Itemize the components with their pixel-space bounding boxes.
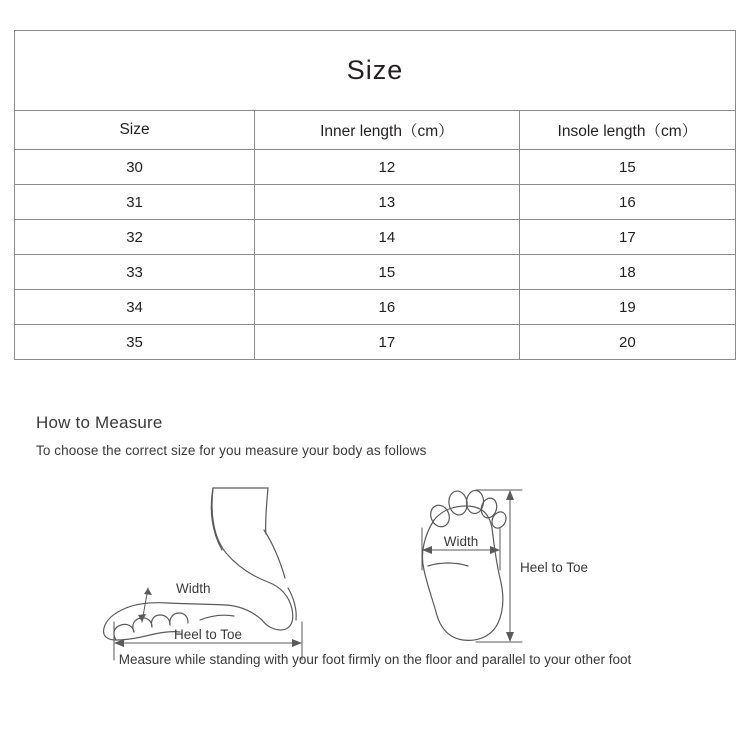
- table-row: [15, 325, 736, 360]
- table-row: [15, 290, 736, 325]
- cell-size: 31: [15, 185, 255, 220]
- cell-insole-length: 19: [519, 290, 735, 325]
- column-header-insole-length: Insole length（cm）: [519, 111, 735, 150]
- table-header-row: [15, 111, 736, 150]
- cell-inner-length: 17: [255, 325, 520, 360]
- table-row: [15, 150, 736, 185]
- size-table: [14, 30, 736, 360]
- page-title: Size: [15, 31, 736, 111]
- cell-inner-length: 12: [255, 150, 520, 185]
- top-heel-to-toe-label: Heel to Toe: [520, 560, 589, 575]
- how-to-measure-section: [36, 413, 726, 458]
- how-to-measure-subtitle: To choose the correct size for you measure your body as follows: [36, 443, 427, 458]
- foot-top-view-icon: [422, 490, 508, 641]
- cell-inner-length: 13: [255, 185, 520, 220]
- column-header-inner-length: Inner length（cm）: [255, 111, 520, 150]
- cell-size: 32: [15, 220, 255, 255]
- table-row: [15, 220, 736, 255]
- measure-caption: Measure while standing with your foot firmly on the floor and parallel to your other foot: [118, 652, 632, 667]
- cell-insole-length: 18: [519, 255, 735, 290]
- cell-insole-length: 16: [519, 185, 735, 220]
- measure-diagram: [0, 470, 750, 670]
- table-row: [15, 185, 736, 220]
- column-header-size: Size: [15, 111, 255, 150]
- cell-size: 30: [15, 150, 255, 185]
- how-to-measure-title: How to Measure: [36, 413, 163, 432]
- table-row: [15, 255, 736, 290]
- top-width-label: Width: [443, 534, 479, 549]
- size-table-container: [14, 30, 736, 360]
- cell-insole-length: 20: [519, 325, 735, 360]
- cell-inner-length: 16: [255, 290, 520, 325]
- side-width-arrow: [138, 588, 152, 622]
- table-title-row: [15, 31, 736, 111]
- cell-insole-length: 17: [519, 220, 735, 255]
- cell-inner-length: 15: [255, 255, 520, 290]
- cell-inner-length: 14: [255, 220, 520, 255]
- side-width-label: Width: [176, 581, 211, 596]
- cell-size: 33: [15, 255, 255, 290]
- cell-insole-length: 15: [519, 150, 735, 185]
- cell-size: 34: [15, 290, 255, 325]
- side-heel-to-toe-label: Heel to Toe: [173, 627, 243, 642]
- foot-side-view-icon: [104, 488, 297, 640]
- cell-size: 35: [15, 325, 255, 360]
